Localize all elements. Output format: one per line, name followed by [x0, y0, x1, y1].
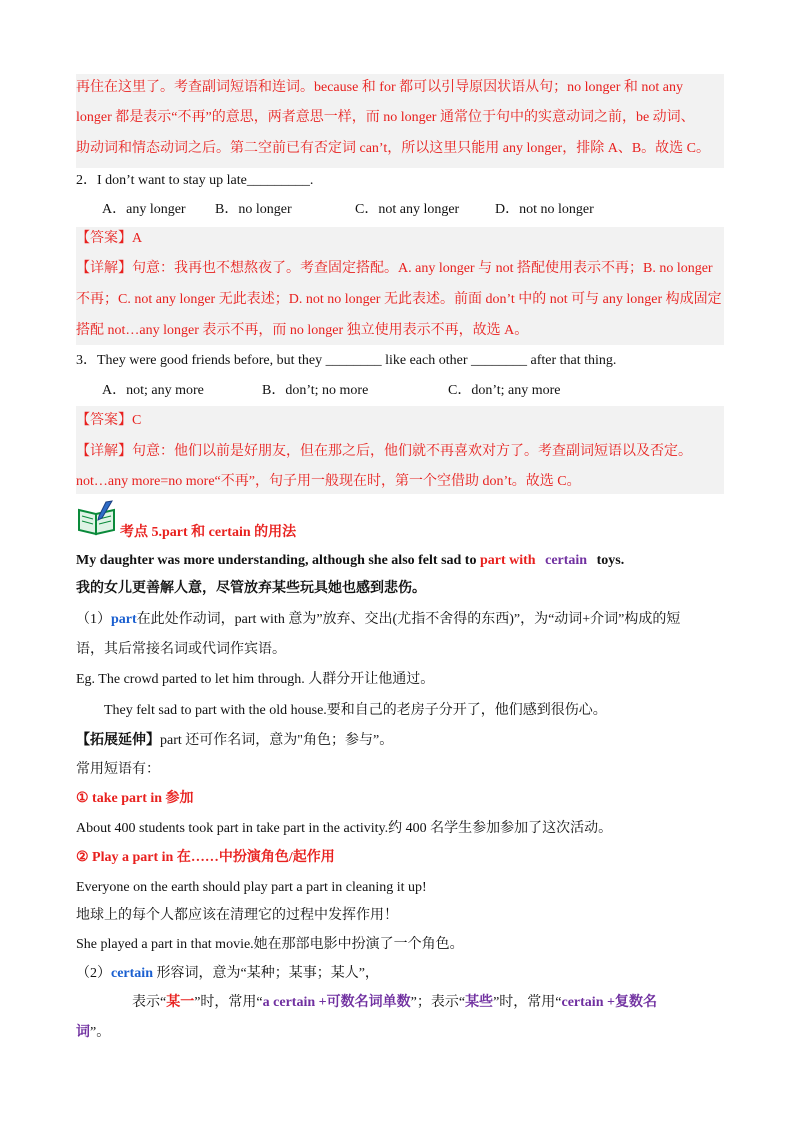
option-a: A．not; any more	[102, 383, 204, 398]
paragraph-line	[76, 1022, 110, 1044]
question-stem: 3．They were good friends before, but they ________ like each other ________ after that thing.	[76, 353, 617, 368]
example-sentence	[76, 550, 624, 572]
paragraph-text: 形容词，意为“某种；某事；某人”，	[152, 966, 379, 981]
book-icon	[76, 500, 118, 536]
answer-label: 【答案】C	[76, 413, 142, 428]
explain-line: 【详解】句意：我再也不想熬夜了。考查固定搭配。A. any longer 与 not 搭配使用表示不再；B. no longer	[76, 261, 713, 276]
text-seg: ”时，常用“	[493, 995, 562, 1010]
paragraph-line: 语，其后常接名词或代词作宾语。	[76, 642, 286, 657]
example-highlight-part: part with	[479, 553, 536, 568]
text-seg: ”时，常用“	[194, 995, 263, 1010]
text-seg: 表示“	[132, 995, 167, 1010]
highlight-seg: 某一	[166, 995, 195, 1010]
paragraph-number: （2）	[76, 966, 111, 981]
options-row	[102, 199, 594, 221]
highlight-seg: a certain +可数名词单数	[262, 995, 411, 1010]
extension-label: 【拓展延伸】	[76, 733, 160, 748]
phrase-heading: ① take part in 参加	[76, 791, 194, 806]
extension-text: part 还可作名词，意为"角色；参与”。	[160, 733, 394, 748]
common-phrases-label: 常用短语有：	[76, 762, 160, 777]
option-b: B．don’t; no more	[262, 383, 369, 398]
text-seg: ”。	[90, 1025, 111, 1040]
explain-line: 不再；C. not any longer 无此表述；D. not no longer 无此表述。前面 don’t 中的 not 可与 any longer 构成固定	[76, 292, 722, 307]
paragraph	[76, 609, 680, 631]
example-highlight-certain: certain	[545, 553, 588, 568]
phrase-example: 地球上的每个人都应该在清理它的过程中发挥作用！	[76, 908, 398, 923]
highlight-seg: 某些	[465, 995, 494, 1010]
extension-line	[76, 730, 393, 752]
explain-line: 【详解】句意：他们以前是好朋友，但在那之后，他们就不再喜欢对方了。考查副词短语以及否定。	[76, 444, 692, 459]
keyword-certain: certain	[111, 966, 153, 981]
q1-explain-line: 再住在这里了。考查副词短语和连词。because 和 for 都可以引导原因状语从句；no longer 和 not any	[76, 80, 683, 95]
q1-explain-line: longer 都是表示“不再”的意思，两者意思一样，而 no longer 通常位于句中的实意动词之前，be 动词、	[76, 110, 695, 125]
section-title: 考点 5.part 和 certain 的用法	[120, 525, 297, 540]
paragraph-text: 在此处作动词，part with 意为”放弃、交出(尤指不舍得的东西)”，为“动词+介词”构成的短	[136, 612, 681, 627]
text-seg: ”；表示“	[410, 995, 466, 1010]
example-text-end: toys.	[596, 553, 625, 568]
paragraph-line	[132, 992, 657, 1014]
explain-line: 搭配 not…any longer 表示不再，而 no longer 独立使用表示不再，故选 A。	[76, 323, 529, 338]
option-b: B．no longer	[215, 202, 292, 217]
q1-explain-line: 助动词和情态动词之后。第二空前已有否定词 can’t，所以这里只能用 any longer，排除 A、B。故选 C。	[76, 141, 710, 156]
phrase-example: About 400 students took part in take part in the activity.约 400 名学生参加参加了这次活动。	[76, 821, 613, 836]
highlight-seg: certain +复数名	[561, 995, 657, 1010]
example-line: They felt sad to part with the old house.要和自己的老房子分开了，他们感到很伤心。	[104, 703, 607, 718]
example-text: My daughter was more understanding, although she also felt sad to	[76, 553, 480, 568]
answer-label: 【答案】A	[76, 231, 143, 246]
explain-line: not…any more=no more“不再”，句子用一般现在时，第一个空借助 don’t。故选 C。	[76, 474, 581, 489]
options-row	[102, 380, 561, 402]
phrase-example: She played a part in that movie.她在那部电影中扮演了一个角色。	[76, 937, 464, 952]
highlight-seg: 词	[76, 1025, 90, 1040]
paragraph	[76, 963, 379, 985]
option-c: C．don’t; any more	[448, 383, 561, 398]
option-a: A．any longer	[102, 202, 186, 217]
phrase-example: Everyone on the earth should play part a part in cleaning it up!	[76, 880, 427, 895]
phrase-heading: ② Play a part in 在……中扮演角色/起作用	[76, 850, 335, 865]
option-d: D．not no longer	[495, 202, 594, 217]
option-c: C．not any longer	[355, 202, 460, 217]
example-line: Eg. The crowd parted to let him through. 人群分开让他通过。	[76, 672, 435, 687]
question-stem: 2．I don’t want to stay up late_________.	[76, 173, 314, 188]
example-translation: 我的女儿更善解人意，尽管放弃某些玩具她也感到悲伤。	[76, 581, 426, 596]
keyword-part: part	[111, 612, 137, 627]
paragraph-number: （1）	[76, 612, 111, 627]
